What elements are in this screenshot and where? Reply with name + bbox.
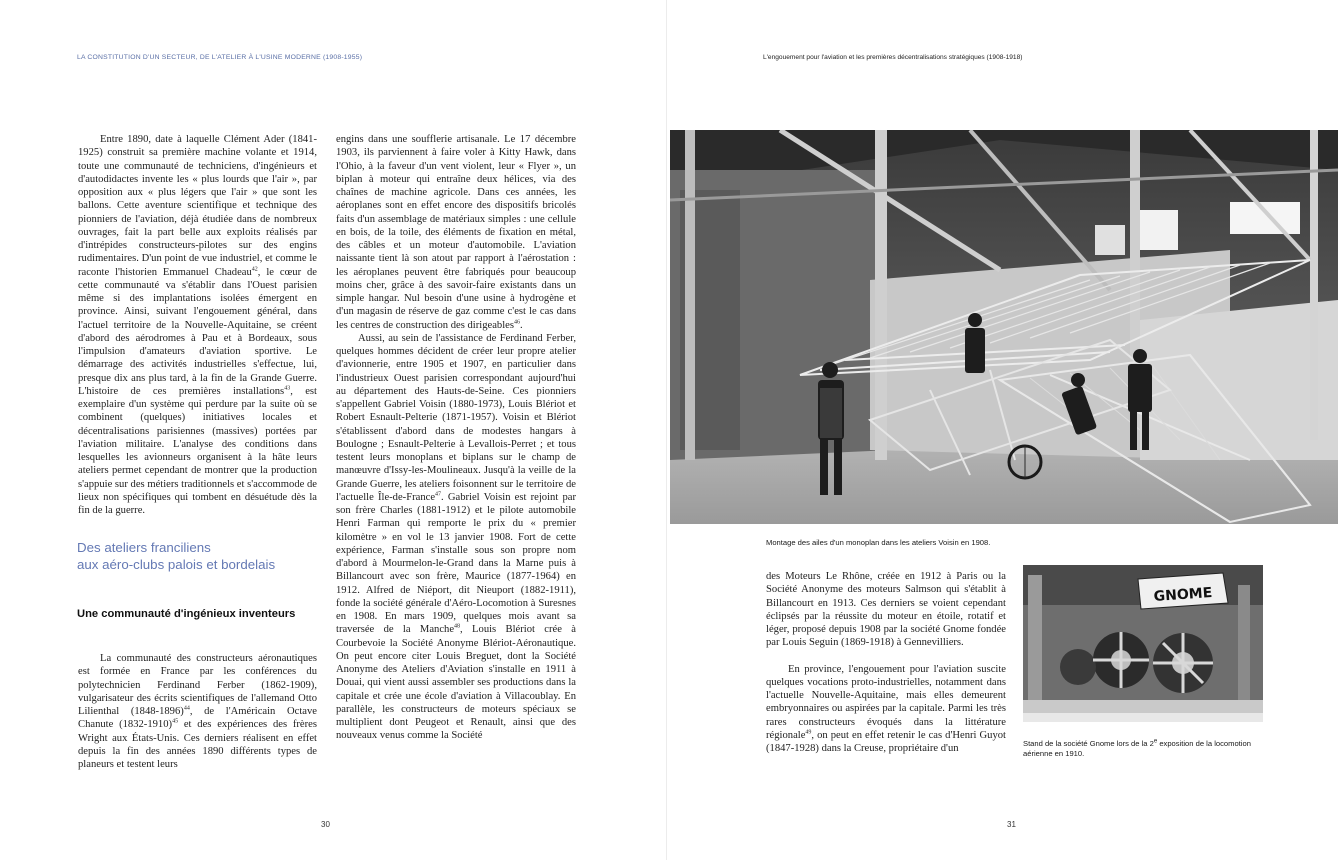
intro-paragraph: Entre 1890, date à laquelle Clément Ader (1841-1925) construit sa première machine volante et 1914, toute une communauté de techniciens, d'ingénieurs et d'autodidactes invente les « plus lourds que l'air », par opposition aux « plus légers que l'air » que sont les ballons. Cette aventure scientifique et technique des pionniers de l'aviation, déjà étudiée dans de nombreux ouvrages, fait la part belle aux exploits réalisés par d'intrépides constructeurs-pilotes sur des engins rudimentaires. D'un point de vue industriel, et comme le raconte l'historien Emmanuel Chadeau$^{42}$, le cœur de cette communauté va s'établir dans l'Ouest parisien même si des implantations isolées émergent en province. Ainsi, suivant l'engouement général, dans l'actuel territoire de la Nouvelle-Aquitaine, se créent d'abord des aérodromes à Pau et à Bordeaux, sous l'impulsion d'amateurs d'aviation sportive. Le démarrage des activités industrielles s'effectue, lui, presque dix ans plus tard, à la fin de la Grande Guerre. L'histoire de ces premières installations$^{43}$, est exemplaire d'un système qui perdure par la suite où se combinent (quelques) initiatives locales et décentralisations parisiennes (massives) portées par l'aviation militaire. L'analyse des conditions dans lesquelles les avionneurs organisent à la hâte leurs ateliers permet cependant de montrer que la production s'appuie sur des métiers traditionnels et s'accommode de lieux non spécifiques qui tombent en désuétude dès la fin de la guerre. [78, 134, 318, 516]
gnome-stand-photo-drawing [1023, 565, 1263, 722]
page-number-right: 31 [1007, 820, 1016, 829]
body-paragraph: La communauté des constructeurs aéronautiques est formée en France par les conférences du polytechnicien Ferdinand Ferber (1862-1909), vulgarisateur des écrits scientifiques de l'allemand Otto Lilienthal (1848-1896)$^{44}$, de l'Américain Octave Chanute (1832-1910)$^{45}$ et des expériences des frères Wright aux États-Unis. Ces derniers réalisent en effet depuis la fin des années 1890 différents types de planeurs et testent leurs [78, 653, 317, 770]
section-title-line-2: aux aéro-clubs palois et bordelais [77, 557, 276, 572]
workshop-photo-drawing [670, 130, 1338, 524]
left-column-1-body [78, 652, 317, 771]
photo-caption-gnome: Stand de la société Gnome lors de la 2e exposition de la locomotion aérienne en 1910. [1023, 738, 1251, 758]
left-column-2 [336, 133, 576, 743]
running-head-left: LA CONSTITUTION D'UN SECTEUR, DE L'ATELIER À L'USINE MODERNE (1908-1955) [77, 54, 363, 61]
left-column-1 [78, 133, 317, 517]
page-number-left: 30 [321, 820, 330, 829]
left-page [0, 0, 667, 860]
gnome-sign-text: GNOME [1153, 584, 1213, 606]
right-column-1 [766, 570, 1006, 755]
column-2-paragraph-2: Aussi, au sein de l'assistance de Ferdinand Ferber, quelques hommes décident de créer leur propre atelier d'avionnerie, entre 1905 et 1907, en particulier dans l'industrieux Ouest parisien correspondant aujourd'hui au département des Hauts-de-Seine. Ces pionniers s'appellent Gabriel Voisin (1880-1973), Louis Blériot et Robert Esnault-Pelterie (1871-1957). Voisin et Blériot s'établissent d'abord dans de modestes hangars à Boulogne ; Esnault-Pelterie à Levallois-Perret ; et tous testent leurs monoplans et biplans sur le champ de manœuvre d'Issy-les-Moulineaux. Jusqu'à la veille de la Grande Guerre, les ateliers foisonnent sur le territoire de l'actuelle Île-de-France$^{47}$. Gabriel Voisin est rejoint par son frère Charles (1881-1912) et le pilote automobile Henri Farman qui remporte le prix du « premier kilomètre » en vol le 13 janvier 1908. Fort de cette expérience, Farman s'installe sous son propre nom d'abord à Mourmelon-le-Grand dans la Marne puis à Billancourt avec son frère, Maurice (1877-1964) en 1912. Alfred de Niéport, dit Nieuport (1882-1911), fonde la société générale d'Aéro-Locomotion à Suresnes en 1908. En mars 1909, quelques mois avant sa traversée de la Manche$^{48}$, Louis Blériot crée à Courbevoie la Société Anonyme Blériot-Aéronautique. On peut encore citer Louis Breguet, dont la Société Anonyme des Ateliers d'Aviation s'installe en 1911 à Douai, qui vient aussi assembler ses productions dans la capitale et crée une école d'aviation à Villacoublay. En parallèle, les constructeurs de moteurs spéciaux se multiplient dont Peugeot et Renault, ainsi que des nouveaux venus comme la Société [336, 332, 576, 742]
right-paragraph-1: des Moteurs Le Rhône, créée en 1912 à Paris ou la Société Anonyme des moteurs Salmson qui s'établit à Billancourt en 1913. Ces derniers se voient cependant éclipsés par la réussite du moteur en étoile, rotatif et léger, proposé depuis 1908 par la société Gnome fondée par Louis Seguin (1869-1918) à Gennevilliers. [766, 571, 1006, 649]
subsection-title: Une communauté d'ingénieux inventeurs [77, 608, 296, 620]
gnome-stand-photo [1023, 565, 1263, 722]
right-page [667, 0, 1341, 860]
photo-caption-main: Montage des ailes d'un monoplan dans les ateliers Voisin en 1908. [766, 538, 991, 547]
column-2-paragraph-1: engins dans une soufflerie artisanale. Le 17 décembre 1903, ils parviennent à faire voler à Kitty Hawk, dans l'Ohio, à la faveur d'un vent violent, leur « Flyer », un biplan à moteur qui entraîne deux hélices, via des chaînes de machine agricole. Dans ces années, les aéroplanes sont en effet encore des dispositifs bricolés faits d'un assemblage de matériaux simples : une cellule en bois, de la toile, des éléments de fixation en métal, des câbles et un moteur d'automobile. L'aviation naissante tient là son atout par rapport à l'aérostation : les aéroplanes peuvent être fabriqués pour beaucoup moins cher, grâce à des savoir-faire existants dans un simple hangar. Nul besoin d'une usine à hydrogène et d'un magasin de réserve de gaz comme c'est le cas dans les centres de construction des dirigeables$^{46}$. [336, 134, 576, 331]
workshop-photo [670, 130, 1338, 524]
section-title-line-1: Des ateliers franciliens [77, 540, 211, 555]
running-head-right: L'engouement pour l'aviation et les premières décentralisations stratégiques (1908-1918) [763, 54, 1023, 61]
right-paragraph-2: En province, l'engouement pour l'aviation suscite quelques vocations proto-industrielles, notamment dans l'actuelle Nouvelle-Aquitaine, mais elles demeurent embryonnaires ou aspirées par la capitale. Parmi les très rares constructeurs évoqués dans la littérature régionale$^{49}$, on peut en effet retenir le cas d'Henri Guyot (1847-1928) dans la Creuse, propriétaire d'un [766, 663, 1006, 754]
section-title [77, 539, 327, 573]
